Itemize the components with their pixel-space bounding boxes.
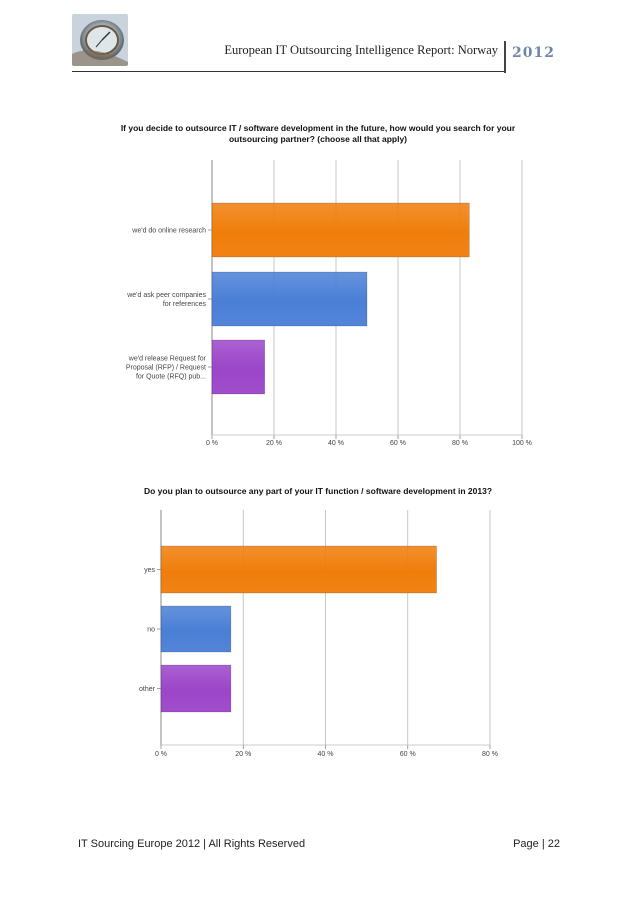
report-title: European IT Outsourcing Intelligence Report: Norway [224, 43, 498, 57]
x-tick-label: 0 % [154, 751, 168, 758]
chart-2-title: Do you plan to outsource any part of your IT function / software development in 2013? [143, 486, 493, 496]
category-label: Proposal (RFP) / Request [125, 364, 206, 372]
chart-1-title: If you decide to outsource IT / software development in the future, how would you search for your [120, 123, 516, 133]
x-tick-label: 40 % [317, 751, 334, 758]
footer-page-number: Page | 22 [513, 838, 560, 850]
bar-1 [161, 546, 437, 593]
category-label: we'd do online research [132, 227, 206, 235]
x-tick-label: 80 % [452, 440, 468, 447]
category-label: for references [162, 301, 206, 308]
x-tick-label: 100 % [512, 440, 532, 447]
x-tick-label: 60 % [390, 440, 406, 447]
x-tick-label: 20 % [266, 440, 282, 447]
bar-1 [212, 203, 469, 257]
category-label: we'd ask peer companies [127, 292, 206, 299]
chart-1-title: outsourcing partner? (choose all that apply) [228, 134, 408, 144]
bar-3 [212, 340, 265, 394]
bar-3 [161, 665, 231, 712]
x-tick-label: 20 % [235, 751, 252, 758]
bar-2 [212, 272, 367, 326]
category-label: we'd release Request for [128, 355, 206, 363]
x-tick-label: 80 % [482, 751, 498, 758]
chart-2 [139, 486, 498, 758]
bar-2 [161, 606, 231, 652]
category-label: no [147, 626, 155, 634]
category-label: yes [144, 567, 155, 574]
report-year: 2012 [512, 45, 555, 61]
footer-copyright: IT Sourcing Europe 2012 | All Rights Reserved [78, 838, 306, 850]
category-label: other [139, 686, 155, 693]
x-tick-label: 60 % [399, 751, 416, 758]
category-label: for Quote (RFQ) pub... [135, 373, 206, 381]
x-tick-label: 40 % [328, 440, 344, 447]
x-tick-label: 0 % [205, 440, 219, 447]
chart-1 [121, 123, 532, 447]
